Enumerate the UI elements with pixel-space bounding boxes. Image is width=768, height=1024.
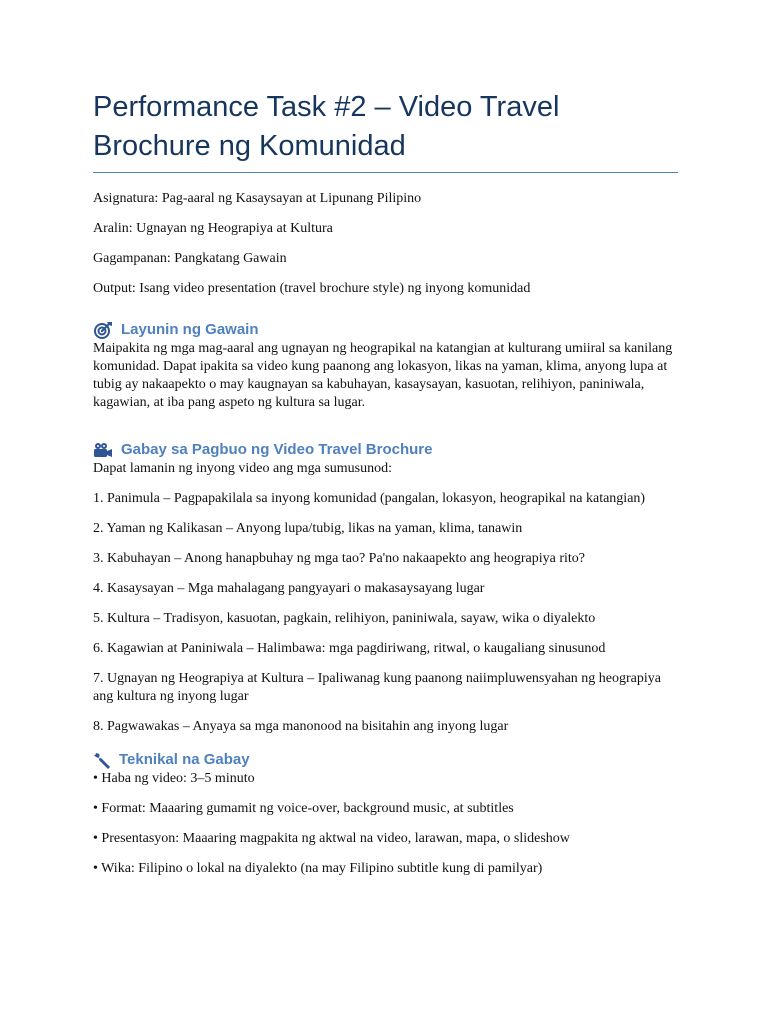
list-item: 7. Ugnayan ng Heograpiya at Kultura – Ipaliwanag kung paanong naiimpluwensyahan ng heograpiya ang kultura ng inyong lugar bbox=[93, 671, 661, 704]
list-item: • Wika: Filipino o lokal na diyalekto (na may Filipino subtitle kung di pamilyar) bbox=[93, 861, 543, 876]
gabay-heading-text: Gabay sa Pagbuo ng Video Travel Brochure bbox=[121, 441, 433, 458]
title-line-2: Brochure ng Komunidad bbox=[93, 130, 406, 162]
list-item: 3. Kabuhayan – Anong hanapbuhay ng mga tao? Pa'no nakaapekto ang heograpiya rito? bbox=[93, 551, 585, 566]
meta-output: Output: Isang video presentation (travel brochure style) ng inyong komunidad bbox=[93, 281, 531, 296]
section-heading-gabay bbox=[93, 440, 678, 460]
target-icon bbox=[93, 321, 113, 339]
title-divider bbox=[93, 172, 678, 173]
layunin-body: Maipakita ng mga mag-aaral ang ugnayan ng heograpikal na katangian at kulturang umiiral sa kanilang komunidad. Dapat ipakita sa video kung paanong ang lokasyon, likas na yaman, klima, anyong lupa at tubig ay nakaapekto o may kaugnayan sa kabuhayan, kasaysayan, kasuotan, relihiyon, paniniwala, kagawian, at iba pang aspeto ng kultura sa lugar. bbox=[93, 341, 673, 410]
list-item: 2. Yaman ng Kalikasan – Anyong lupa/tubig, likas na yaman, klima, tanawin bbox=[93, 521, 523, 536]
wrench-icon bbox=[93, 751, 113, 769]
layunin-heading-text: Layunin ng Gawain bbox=[121, 321, 259, 338]
title-line-1: Performance Task #2 – Video Travel bbox=[93, 91, 560, 123]
meta-gagampanan: Gagampanan: Pangkatang Gawain bbox=[93, 251, 287, 266]
list-item: 1. Panimula – Pagpapakilala sa inyong komunidad (pangalan, lokasyon, heograpikal na katangian) bbox=[93, 491, 646, 506]
list-item: • Presentasyon: Maaaring magpakita ng aktwal na video, larawan, mapa, o slideshow bbox=[93, 831, 570, 846]
teknikal-heading-text: Teknikal na Gabay bbox=[119, 751, 250, 768]
document-title bbox=[93, 88, 678, 166]
teknikal-list bbox=[93, 770, 678, 878]
video-camera-icon bbox=[93, 441, 113, 459]
meta-aralin: Aralin: Ugnayan ng Heograpiya at Kultura bbox=[93, 221, 333, 236]
list-item: 8. Pagwawakas – Anyaya sa mga manonood na bisitahin ang inyong lugar bbox=[93, 719, 509, 734]
gabay-list bbox=[93, 490, 678, 736]
list-item: 6. Kagawian at Paniniwala – Halimbawa: mga pagdiriwang, ritwal, o kaugaliang sinusunod bbox=[93, 641, 606, 656]
list-item: 5. Kultura – Tradisyon, kasuotan, pagkain, relihiyon, paniniwala, sayaw, wika o diyalekto bbox=[93, 611, 596, 626]
section-heading-layunin bbox=[93, 320, 678, 340]
list-item: 4. Kasaysayan – Mga mahalagang pangyayari o makasaysayang lugar bbox=[93, 581, 485, 596]
section-heading-teknikal bbox=[93, 750, 678, 770]
meta-info bbox=[93, 190, 678, 298]
document-page bbox=[93, 88, 678, 890]
list-item: • Haba ng video: 3–5 minuto bbox=[93, 771, 255, 786]
meta-asignatura: Asignatura: Pag-aaral ng Kasaysayan at Lipunang Pilipino bbox=[93, 191, 422, 206]
gabay-intro: Dapat lamanin ng inyong video ang mga sumusunod: bbox=[93, 461, 393, 476]
list-item: • Format: Maaaring gumamit ng voice-over, background music, at subtitles bbox=[93, 801, 514, 816]
